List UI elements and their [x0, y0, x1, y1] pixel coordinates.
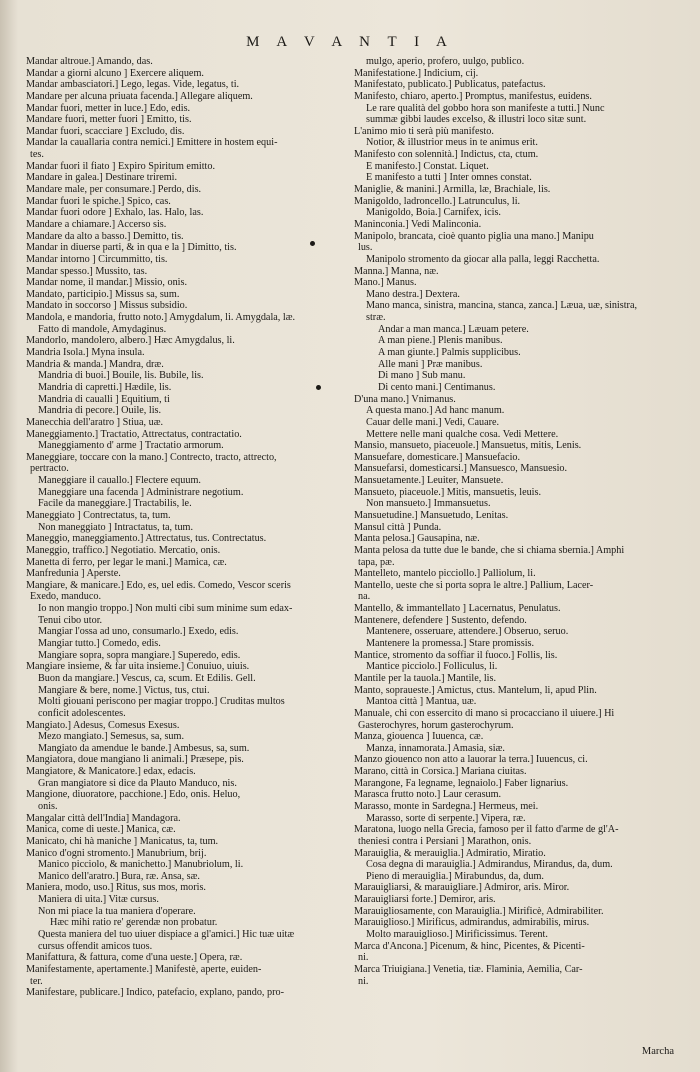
entry-line: Mangiatore, & Manicatore.] edax, edacis. [26, 766, 196, 778]
entry-line: Mandria & manda.] Mandra, dræ. [26, 358, 164, 370]
entry-line: Mangiar l'ossa ad uno, consumarlo.] Exedo, edis. [38, 626, 239, 638]
entry-line: Mandola, e mandoria, frutto noto.] Amygdalum, li. Amygdala, læ. [26, 312, 296, 324]
entry-line: Mandar fuori il fiato ] Expiro Spiritum emitto. [26, 160, 216, 172]
entry-line: Fatto di mandole, Amydaginus. [38, 323, 167, 335]
entry-line: Gran mangiatore si dice da Plauto Manduco, nis. [38, 777, 237, 789]
entry-line: Manico dell'aratro.] Bura, ræ. Ansa, sæ. [38, 870, 200, 882]
entry-line: Mangiato.] Adesus, Comesus Exesus. [26, 719, 180, 731]
entry-line: Mandare da alto a basso.] Demitto, tis. [26, 230, 184, 242]
entry-line: Manicato, chi hà maniche ] Manicatus, ta, tum. [26, 835, 219, 847]
entry-line: Manecchia dell'aratro ] Stiua, uæ. [26, 416, 164, 428]
entry-line: Mandar ambasciatori.] Lego, legas. Vide, legatus, ti. [26, 79, 240, 91]
entry-line: Mansuetamente.] Leuiter, Mansuete. [354, 475, 504, 487]
entry-line: Manifesto con solennità.] Indictus, cta, ctum. [354, 149, 539, 161]
entry-line: Mandorlo, mandolero, albero.] Hæc Amygdalus, li. [26, 335, 235, 347]
entry-line: Maninconia.] Vedi Malinconia. [354, 218, 482, 230]
entry-line: Mandar la cauallaria contra nemici.] Emittere in hostem equi- [26, 137, 278, 149]
entry-line: Io non mangio troppo.] Non multi cibi sum minime sum edax- [38, 603, 293, 615]
entry-line: Mansio, mansueto, piaceuole.] Mansuetus, mitis, Lenis. [354, 440, 582, 452]
entry-line: stræ. [366, 312, 386, 324]
entry-line: Mantenere, defendere ] Sustento, defendo. [354, 614, 527, 626]
entry-line: Di mano ] Sub manu. [378, 370, 466, 382]
entry-line: Pieno di merauiglia.] Mirabundus, da, dum. [366, 870, 544, 882]
entry-line: Gasterochyres, horum gasterochyrum. [358, 719, 514, 731]
entry-line: Marauigliosamente, con Marauiglia.] Mirificè, Admirabiliter. [354, 905, 604, 917]
entry-line: Cosa degna di marauiglia.] Admirandus, Mirandus, da, dum. [366, 859, 613, 871]
entry-line: Marauigliarsi, & marauigliare.] Admiror, aris. Miror. [354, 882, 570, 894]
entry-line: Mantello, ueste che si porta sopra le altre.] Pallium, Lacer- [354, 579, 594, 591]
entry-line: Mano destra.] Dextera. [366, 288, 460, 300]
entry-line: Manifestato, publicato.] Publicatus, patefactus. [354, 79, 546, 91]
entry-line: Maneggiamento.] Tractatio, Attrectatus, contractatio. [26, 428, 242, 440]
entry-line: Mandria di buoi.] Bouile, lis. Bubile, lis. [38, 370, 204, 382]
entry-line: Manetta di ferro, per legar le mani.] Mamica, cæ. [26, 556, 227, 568]
entry-line: Mandare per alcuna priuata facenda.] Allegare aliquem. [26, 90, 253, 102]
entry-line: E manifesto.] Constat. Liquet. [366, 160, 489, 172]
entry-line: Manna.] Manna, næ. [354, 265, 439, 277]
entry-line: onis. [38, 801, 58, 812]
entry-line: Mandar fuori, metter in luce.] Edo, edis. [26, 102, 191, 114]
entry-line: Marca Triuigiana.] Venetia, tiæ. Flaminia, Aemilia, Car- [354, 963, 583, 975]
entry-line: Mangione, diuoratore, pacchione.] Edo, onis. Heluo, [26, 789, 241, 801]
entry-line: Manipolo stromento da giocar alla palla, leggi Racchetta. [366, 253, 600, 265]
entry-line: Mandar intorno ] Circummitto, tis. [26, 253, 168, 265]
entry-line: Mandare a chiamare.] Accerso sis. [26, 218, 167, 230]
entry-line: Mangiar tutto.] Comedo, edis. [38, 638, 161, 650]
entry-line: Maneggiare una facenda ] Administrare negotium. [38, 486, 244, 498]
entry-line: Mangiare & bere, nome.] Victus, tus, ctui. [38, 684, 210, 696]
entry-line: Buon da mangiare.] Vescus, ca, scum. Et Edilis. Gell. [38, 672, 256, 684]
entry-line: Mangiare insieme, & far uita insieme.] Conuiuo, uiuis. [26, 661, 250, 673]
entry-line: Molto marauiglioso.] Mirificissimus. Terent. [366, 929, 548, 941]
entry-line: Maratona, luogo nella Grecia, famoso per il fatto d'arme de gl'A- [354, 824, 619, 836]
entry-line: Maniera di uita.] Vitæ cursus. [38, 894, 159, 906]
entry-line: Manto, sopraueste.] Amictus, ctus. Mantelum, li, apud Plin. [354, 684, 597, 696]
entry-line: Maneggiamento d' arme ] Tractatio armorum. [38, 440, 224, 452]
entry-line: Mano.] Manus. [354, 277, 417, 289]
entry-line: Notior, & illustrior meus in te animus erit. [366, 137, 538, 149]
entry-line: Mandare fuori, metter fuori ] Emitto, tis. [26, 114, 192, 126]
entry-line: Mantello, & immantellato ] Lacernatus, Penulatus. [354, 603, 561, 615]
entry-line: Exedo, manduco. [30, 591, 102, 603]
entry-line: Manuale, chi con essercito di mano si procacciano il uiuere.] Hi [354, 707, 615, 719]
entry-line: Mandar altroue.] Amando, das. [26, 56, 153, 67]
entry-line: Mano manca, sinistra, mancina, stanca, zanca.] Læua, uæ, sinistra, [366, 300, 638, 312]
entry-line: ni. [358, 952, 369, 964]
entry-line: Manzo giouenco non atto a lauorar la terra.] Iuuencus, ci. [354, 754, 588, 766]
entry-line: Mandar fuori, scacciare ] Excludo, dis. [26, 125, 185, 137]
entry-line: Manico picciolo, & manichetto.] Manubriolum, li. [38, 859, 244, 871]
entry-line: Non mansueto.] Immansuetus. [366, 498, 491, 510]
entry-line: pertracto. [30, 463, 69, 475]
entry-line: A questa mano.] Ad hanc manum. [366, 405, 505, 417]
entry-line: Mangiare, & manicare.] Edo, es, uel edis. Comedo, Vescor sceris [26, 579, 291, 591]
entry-line: Facile da maneggiare.] Tractabilis, le. [38, 498, 192, 510]
entry-line: theniesi contra i Persiani ] Marathon, onis. [358, 835, 532, 847]
entry-line: Mansuefare, domesticare.] Mansuefacio. [354, 451, 521, 463]
entry-line: Mantoa città ] Mantua, uæ. [366, 696, 477, 708]
entry-line: Alle mani ] Præ manibus. [378, 358, 483, 370]
entry-line: Manta pelosa.] Gausapina, næ. [354, 533, 480, 545]
entry-line: Maneggiato ] Contrectatus, ta, tum. [26, 509, 171, 521]
entry-line: Mandato in soccorso ] Missus subsidio. [26, 300, 188, 312]
entry-line: Mansuefarsi, domesticarsi.] Mansuesco, Mansuesio. [354, 463, 568, 475]
entry-line: Mandria di pecore.] Ouile, lis. [38, 405, 162, 417]
entry-line: mulgo, aperio, profero, uulgo, publico. [366, 56, 525, 67]
entry-line: Manza, innamorata.] Amasia, siæ. [366, 742, 505, 754]
entry-line: Mettere nelle mani qualche cosa. Vedi Mettere. [366, 428, 559, 440]
entry-line: Marasso, monte in Sardegna.] Hermeus, mei. [354, 801, 539, 812]
catchword: Marcha [641, 1046, 674, 1057]
entry-line: Mangalar città dell'India] Mandagora. [26, 812, 181, 824]
entry-line: Mandar in diuerse parti, & in qua e la ] Dimitto, tis. [26, 242, 237, 254]
entry-line: Maniera, modo, uso.] Ritus, sus mos, moris. [26, 882, 206, 894]
entry-line: Manfredunia ] Aperste. [26, 568, 121, 580]
entry-line: Di cento mani.] Centimanus. [378, 381, 496, 393]
entry-line: Mantelleto, mantelo picciollo.] Palliolum, li. [354, 568, 536, 580]
entry-line: Mantenere la promessa.] Stare promissis. [366, 638, 535, 650]
entry-line: Marasso, sorte di serpente.] Vipera, ræ. [366, 812, 526, 824]
entry-line: Manigoldo, ladroncello.] Latrunculus, li. [354, 195, 521, 207]
entry-line: A man piene.] Plenis manibus. [378, 335, 503, 347]
entry-line: Marauiglia, & merauiglia.] Admiratio, Miratio. [354, 847, 546, 859]
entry-line: Mantice picciolo.] Folliculus, li. [366, 661, 498, 673]
entry-line: Maneggiare il cauallo.] Flectere equum. [38, 475, 201, 487]
entry-line: Marangone, Fa legname, legnaiolo.] Faber lignarius. [354, 777, 569, 789]
entry-line: tes. [30, 149, 44, 161]
entry-line: Mantenere, osseruare, attendere.] Obseruo, seruo. [366, 626, 569, 638]
entry-line: Mezo mangiato.] Semesus, sa, sum. [38, 731, 184, 743]
entry-line: cursus offendit amicos tuos. [38, 940, 153, 952]
entry-line: Manico d'ogni stromento.] Manubrium, brij. [26, 847, 207, 859]
entry-line: Marauigliarsi forte.] Demiror, aris. [354, 894, 496, 906]
ink-dot-mark [316, 385, 321, 390]
entry-line: A man giunte.] Palmis supplicibus. [378, 347, 521, 359]
entry-line: Mangiare sopra, soprа mangiare.] Superedo, edis. [38, 649, 241, 661]
entry-line: ter. [30, 975, 43, 987]
entry-line: tapa, pæ. [358, 556, 395, 568]
entry-line: Questa maniera del tuo uiuer dispiace a gl'amici.] Hic tuæ uitæ [38, 929, 295, 941]
entry-line: Maniglie, & manini.] Armilla, læ, Brachiale, lis. [354, 184, 551, 196]
entry-line: Mandar a giorni alcuno ] Exercere aliquem. [26, 67, 204, 79]
entry-line: Marauiglioso.] Mirificus, admirandus, admirabilis, mirus. [354, 917, 590, 929]
entry-line: Mansueto, piaceuole.] Mitis, mansuetis, leuis. [354, 486, 542, 498]
entry-line: Mandato, participio.] Missus sa, sum. [26, 288, 180, 300]
entry-line: Maneggio, traffico.] Negotiatio. Mercatio, onis. [26, 544, 221, 556]
entry-line: Tenui cibo utor. [38, 614, 103, 626]
entry-line: Manta pelosa da tutte due le bande, che si chiama sbernia.] Amphi [354, 544, 625, 556]
entry-line: ni. [358, 975, 369, 987]
entry-line: lus. [358, 242, 373, 254]
ink-dot-mark [310, 241, 315, 246]
entry-line: Mandar fuori le spiche.] Spico, cas. [26, 195, 171, 207]
entry-line: Mantile per la tauola.] Mantile, lis. [354, 672, 497, 684]
entry-line: Andar a man manca.] Læuam petere. [378, 323, 529, 335]
entry-line: Hæc mihi ratio re' gerendæ non probatur. [50, 917, 218, 929]
entry-line: Mandria Isola.] Myna insula. [26, 347, 145, 359]
entry-line: Mangiato da amendue le bande.] Ambesus, sa, sum. [38, 742, 250, 754]
entry-line: Mantice, stromento da soffiar il fuoco.] Follis, lis. [354, 649, 558, 661]
entry-line: Manifestare, publicare.] Indico, patefacio, explano, pando, pro- [26, 987, 284, 999]
entry-line: conficit adolescentes. [38, 707, 126, 719]
entry-line: Non mi piace la tua maniera d'operare. [38, 905, 196, 917]
entry-line: Marano, città in Corsica.] Mariana ciuitas. [354, 766, 527, 778]
entry-line: Mansul città ] Punda. [354, 521, 442, 533]
entry-line: Maneggio, maneggiamento.] Attrectatus, tus. Contrectatus. [26, 533, 267, 545]
entry-line: Mandar nome, il mandar.] Missio, onis. [26, 277, 187, 289]
entry-line: Marca d'Ancona.] Picenum, & hinc, Picentes, & Picenti- [354, 940, 585, 952]
entry-line: Le rare qualità del gobbo hora son manifeste a tutti.] Nunc [366, 102, 605, 114]
entry-line: Manifattura, & fattura, come d'una ueste.] Opera, ræ. [26, 952, 243, 964]
entry-line: Manza, giouenca ] Iuuenca, cæ. [354, 731, 484, 743]
entry-line: Mangiatora, doue mangiano li animali.] Præsepe, pis. [26, 754, 244, 766]
entry-line: Mandare in galea.] Destinare triremi. [26, 172, 178, 184]
entry-line: Marasca frutto noto.] Laur cerasum. [354, 789, 502, 801]
entry-line: Manifesto, chiaro, aperto.] Promptus, manifestus, euidens. [354, 90, 592, 102]
entry-line: Mandare male, per consumare.] Perdo, dis. [26, 184, 202, 196]
entry-line: Non maneggiato ] Intractatus, ta, tum. [38, 521, 194, 533]
entry-line: Mandar spesso.] Mussito, tas. [26, 265, 148, 277]
right-column [354, 56, 678, 987]
entry-line: Mandar fuori odore ] Exhalo, las. Halo, las. [26, 207, 204, 219]
entry-line: Mandria di capretti.] Hædile, lis. [38, 381, 172, 393]
entry-line: Manigoldo, Boia.] Carnifex, icis. [366, 207, 501, 219]
entry-line: Manipolo, brancata, cioè quanto piglia una mano.] Manipu [354, 230, 594, 242]
running-header: M A V A N T I A [246, 34, 454, 50]
entry-line: L'animo mio ti serà più manifesto. [354, 125, 494, 137]
entry-line: E manifesto a tutti ] Inter omnes constat. [366, 172, 532, 184]
entry-line: summæ gibbi laudes excelso, & illustri loco sitæ sunt. [366, 114, 587, 126]
entry-line: Cauar delle mani.] Vedi, Cauare. [366, 416, 500, 428]
entry-line: Mandria di caualli ] Equitium, ti [38, 393, 170, 405]
entry-line: Maneggiare, toccare con la mano.] Contrecto, tracto, attrecto, [26, 451, 277, 463]
entry-line: Manifestamente, apertamente.] Manifestè, aperte, euiden- [26, 963, 262, 975]
entry-line: na. [358, 591, 371, 603]
left-column [26, 56, 352, 999]
entry-line: Mansuetudine.] Mansuetudo, Lenitas. [354, 509, 509, 521]
entry-line: D'una mano.] Vnimanus. [354, 393, 456, 405]
entry-line: Manifestatione.] Indicium, cij. [354, 67, 479, 79]
entry-line: Molti giouani periscono per magiar troppo.] Cruditas multos [38, 696, 285, 708]
entry-line: Manica, come di ueste.] Manica, cæ. [26, 824, 176, 836]
